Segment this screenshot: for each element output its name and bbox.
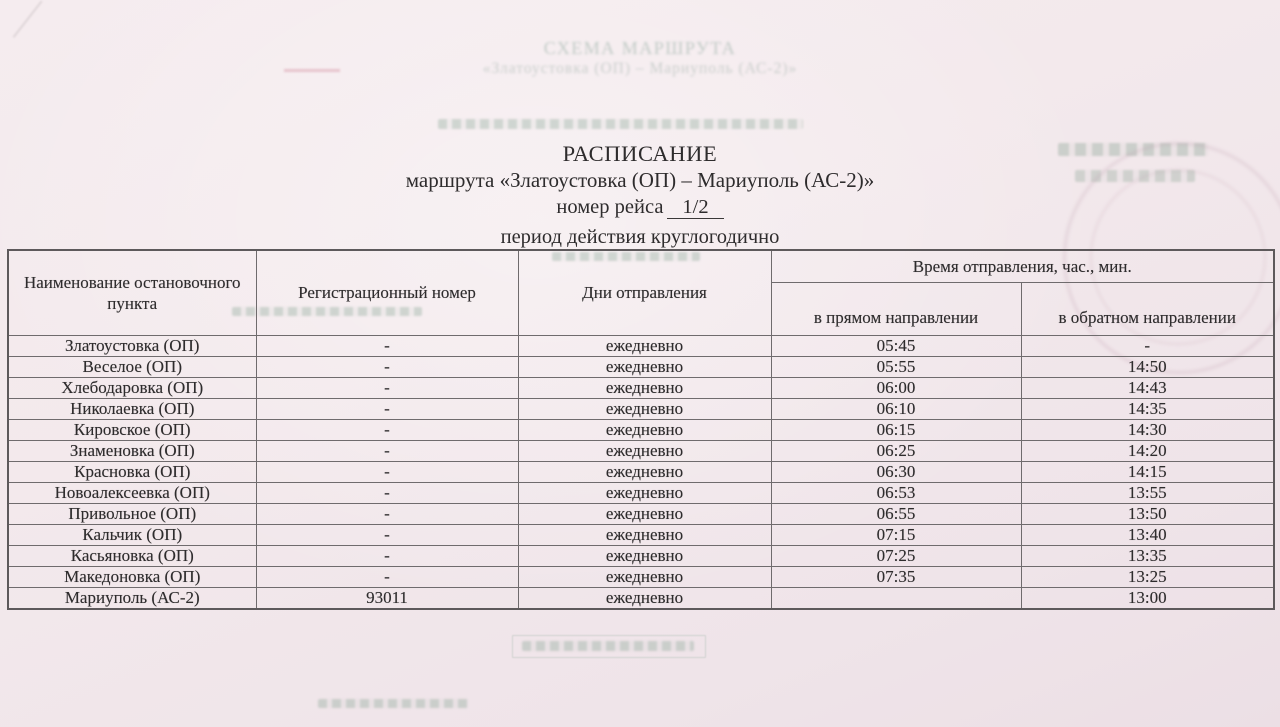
page-title: РАСПИСАНИЕ: [562, 141, 718, 166]
cell-stop-name: Мариуполь (АС-2): [8, 587, 256, 609]
cell-time-direct: 05:55: [771, 356, 1021, 377]
cell-stop-name: Кальчик (ОП): [8, 524, 256, 545]
header-stop-name: Наименование остановочного пункта: [8, 250, 256, 335]
cell-reg-number: -: [256, 440, 518, 461]
cell-time-reverse: 13:35: [1021, 545, 1274, 566]
cell-time-reverse: 14:20: [1021, 440, 1274, 461]
cell-reg-number: -: [256, 545, 518, 566]
cell-time-reverse: 14:35: [1021, 398, 1274, 419]
table-row: [8, 503, 1274, 524]
cell-time-direct: [771, 587, 1021, 609]
cell-stop-name: Кировское (ОП): [8, 419, 256, 440]
period-line: [0, 225, 1280, 250]
cell-time-reverse: 13:25: [1021, 566, 1274, 587]
bleedthrough-label-box: [512, 635, 706, 658]
cell-time-direct: 06:10: [771, 398, 1021, 419]
cell-stop-name: Златоустовка (ОП): [8, 335, 256, 356]
cell-time-direct: 05:45: [771, 335, 1021, 356]
cell-reg-number: 93011: [256, 587, 518, 609]
table-header: [8, 250, 1274, 335]
period-value: круглогодично: [650, 226, 780, 248]
cell-time-reverse: 13:50: [1021, 503, 1274, 524]
cell-time-reverse: 13:55: [1021, 482, 1274, 503]
header-reg-number: Регистрационный номер: [256, 250, 518, 335]
cell-stop-name: Красновка (ОП): [8, 461, 256, 482]
cell-reg-number: -: [256, 503, 518, 524]
cell-days: ежедневно: [518, 440, 771, 461]
cell-stop-name: Новоалексеевка (ОП): [8, 482, 256, 503]
table-row: [8, 419, 1274, 440]
header-direct: в прямом направлении: [771, 282, 1021, 335]
cell-time-reverse: 14:30: [1021, 419, 1274, 440]
cell-time-direct: 06:53: [771, 482, 1021, 503]
bleedthrough-text-line: [438, 119, 803, 129]
cell-days: ежедневно: [518, 335, 771, 356]
table-row: [8, 566, 1274, 587]
cell-reg-number: -: [256, 377, 518, 398]
cell-time-direct: 06:55: [771, 503, 1021, 524]
cell-reg-number: -: [256, 461, 518, 482]
table-row: [8, 545, 1274, 566]
cell-stop-name: Касьяновка (ОП): [8, 545, 256, 566]
cell-time-reverse: 13:40: [1021, 524, 1274, 545]
cell-time-reverse: 14:50: [1021, 356, 1274, 377]
cell-stop-name: Знаменовка (ОП): [8, 440, 256, 461]
bleedthrough-scheme-subtitle: «Златоустовка (ОП) – Мариуполь (АС-2)»: [482, 60, 798, 77]
bleedthrough-text-line: [318, 699, 468, 708]
bleedthrough-red-mark: [284, 69, 340, 72]
table-row: [8, 461, 1274, 482]
schedule-table: [7, 249, 1275, 610]
header-row-top: [8, 250, 1274, 282]
table-row: [8, 482, 1274, 503]
table-row: [8, 398, 1274, 419]
document-header: [0, 141, 1280, 250]
table-row: [8, 377, 1274, 398]
cell-days: ежедневно: [518, 482, 771, 503]
cell-stop-name: Привольное (ОП): [8, 503, 256, 524]
table-row: [8, 587, 1274, 609]
cell-days: ежедневно: [518, 566, 771, 587]
cell-reg-number: -: [256, 356, 518, 377]
cell-reg-number: -: [256, 335, 518, 356]
cell-days: ежедневно: [518, 545, 771, 566]
header-reverse: в обратном направлении: [1021, 282, 1274, 335]
cell-days: ежедневно: [518, 503, 771, 524]
flight-number: 1/2: [667, 197, 723, 219]
flight-label: номер рейса: [556, 196, 664, 218]
cell-stop-name: Веселое (ОП): [8, 356, 256, 377]
cell-time-direct: 06:15: [771, 419, 1021, 440]
header-time-group: Время отправления, час., мин.: [771, 250, 1274, 282]
table-row: [8, 356, 1274, 377]
cell-time-direct: 06:00: [771, 377, 1021, 398]
cell-reg-number: -: [256, 566, 518, 587]
table-row: [8, 335, 1274, 356]
route-line: маршрута «Златоустовка (ОП) – Мариуполь (АС-2)»: [405, 168, 875, 192]
cell-stop-name: Хлебодаровка (ОП): [8, 377, 256, 398]
flight-line: [0, 195, 1280, 220]
bleedthrough-scheme-title: СХЕМА МАРШРУТА: [543, 38, 737, 58]
cell-reg-number: -: [256, 398, 518, 419]
cell-days: ежедневно: [518, 377, 771, 398]
header-days: Дни отправления: [518, 250, 771, 335]
cell-stop-name: Николаевка (ОП): [8, 398, 256, 419]
cell-time-reverse: 13:00: [1021, 587, 1274, 609]
cell-time-direct: 07:15: [771, 524, 1021, 545]
cell-days: ежедневно: [518, 461, 771, 482]
cell-stop-name: Македоновка (ОП): [8, 566, 256, 587]
bleedthrough-text-line: [522, 641, 694, 651]
cell-days: ежедневно: [518, 398, 771, 419]
table-row: [8, 524, 1274, 545]
cell-time-direct: 06:25: [771, 440, 1021, 461]
cell-time-reverse: 14:43: [1021, 377, 1274, 398]
cell-days: ежедневно: [518, 356, 771, 377]
cell-time-direct: 06:30: [771, 461, 1021, 482]
cell-reg-number: -: [256, 482, 518, 503]
cell-days: ежедневно: [518, 524, 771, 545]
cell-days: ежедневно: [518, 587, 771, 609]
table-row: [8, 440, 1274, 461]
cell-time-reverse: -: [1021, 335, 1274, 356]
cell-days: ежедневно: [518, 419, 771, 440]
table-body: [8, 335, 1274, 609]
period-label: период действия: [500, 226, 646, 248]
cell-reg-number: -: [256, 419, 518, 440]
cell-time-reverse: 14:15: [1021, 461, 1274, 482]
cell-time-direct: 07:25: [771, 545, 1021, 566]
cell-reg-number: -: [256, 524, 518, 545]
cell-time-direct: 07:35: [771, 566, 1021, 587]
